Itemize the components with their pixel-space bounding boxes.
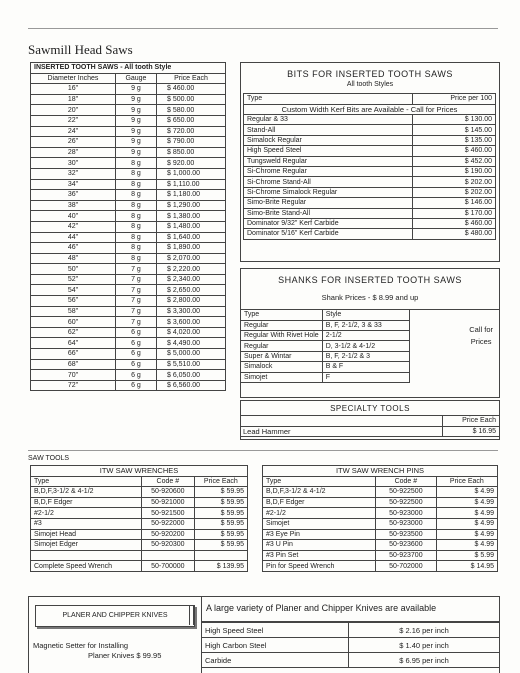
pin-price: $ 4.99 [436,518,497,529]
shank-style: B, F, 2-1/2 & 3 [322,351,409,361]
bit-type: Tungsweld Regular [244,156,413,166]
wrench-code: 50-920200 [141,529,194,540]
wrench-code: 50-922000 [141,518,194,529]
pin-price: $ 4.99 [436,508,497,519]
pin-row [263,508,498,519]
pin-type: #2-1/2 [263,508,376,519]
pins-table [262,465,498,572]
shank-row [241,341,500,351]
bit-row [244,166,496,176]
saw-price: $ 460.00 [156,84,225,95]
knife-price: $ 1.40 per inch [349,638,500,653]
pin-row [263,540,498,551]
wrench-price: $ 59.95 [194,540,247,551]
pins-col-type: Type [263,476,376,487]
saw-price: $ 1,290.00 [156,200,225,211]
wrench-row [31,508,248,519]
saw-row [31,168,226,179]
shank-row [241,372,500,382]
bit-price: $ 202.00 [412,177,495,187]
saw-diameter: 58" [31,306,116,317]
wrench-type: #3 [31,518,142,529]
inserted-saws-caption: INSERTED TOOTH SAWS - All tooth Style [31,63,226,74]
bit-type: High Speed Steel [244,146,413,156]
pin-type: #3 Eye Pin [263,529,376,540]
pin-type: Pin for Speed Wrench [263,561,376,572]
shanks-panel [240,268,500,398]
saw-diameter: 26" [31,137,116,148]
shank-row [241,351,500,361]
magnetic-line-1: Magnetic Setter for Installing [33,641,129,650]
wrench-row [31,487,248,498]
saw-gauge: 7 g [115,296,156,307]
pin-code: 50-922500 [376,497,437,508]
saw-gauge: 8 g [115,168,156,179]
pin-row [263,518,498,529]
pin-type: Simojet [263,518,376,529]
bit-type: Dominator 5/16" Kerf Carbide [244,229,413,239]
knife-type: High Carbon Steel [202,638,349,653]
pin-code: 50-923600 [376,540,437,551]
specialty-price-header: Price Each [443,416,500,427]
saw-gauge: 8 g [115,232,156,243]
pins-title: ITW SAW WRENCH PINS [263,466,498,477]
knives-right [201,597,500,673]
bit-row [244,146,496,156]
saw-diameter: 54" [31,285,116,296]
shank-row [241,320,500,330]
wrench-code: 50-921500 [141,508,194,519]
bit-row [244,218,496,228]
bits-subtitle: All tooth Styles [346,81,394,88]
wrenches-col-type: Type [31,476,142,487]
saw-gauge: 8 g [115,200,156,211]
bit-price: $ 452.00 [412,156,495,166]
pin-price: $ 5.99 [436,550,497,561]
saw-diameter: 66" [31,349,116,360]
saw-row [31,147,226,158]
pin-price: $ 4.99 [436,497,497,508]
knife-row [202,653,500,668]
bit-row [244,229,496,239]
saw-price: $ 1,180.00 [156,190,225,201]
bit-type: Stand-All [244,125,413,135]
saw-gauge: 8 g [115,221,156,232]
wrench-type: B,D,F,3-1/2 & 4-1/2 [31,487,142,498]
shanks-col-style: Style [322,310,409,321]
bit-price: $ 202.00 [412,187,495,197]
bit-type: Simalock Regular [244,135,413,145]
bit-row [244,177,496,187]
pin-price: $ 4.99 [436,529,497,540]
saw-row [31,370,226,381]
pin-row [263,550,498,561]
shanks-col-type: Type [241,310,323,321]
saw-price: $ 720.00 [156,126,225,137]
saw-row [31,296,226,307]
wrench-type: #2-1/2 [31,508,142,519]
bit-price: $ 135.00 [412,135,495,145]
saw-diameter: 20" [31,105,116,116]
saw-row [31,243,226,254]
knife-row [202,623,500,638]
pin-code: 50-923000 [376,518,437,529]
saw-diameter: 42" [31,221,116,232]
saw-diameter: 64" [31,338,116,349]
saw-gauge: 9 g [115,84,156,95]
saw-row [31,359,226,370]
saw-diameter: 46" [31,243,116,254]
saw-price: $ 790.00 [156,137,225,148]
saw-row [31,137,226,148]
pin-code: 50-923500 [376,529,437,540]
saw-row [31,253,226,264]
wrenches-col-code: Code # [141,476,194,487]
saw-gauge: 7 g [115,285,156,296]
saw-gauge: 9 g [115,126,156,137]
shank-row [241,362,500,372]
saw-row [31,221,226,232]
top-rule [28,28,498,29]
saw-gauge: 9 g [115,147,156,158]
saw-diameter: 36" [31,190,116,201]
pin-code: 50-922500 [376,487,437,498]
shank-row [241,330,500,340]
saw-gauge: 8 g [115,253,156,264]
saw-gauge: 6 g [115,327,156,338]
shank-type: Regular With Rivet Hole [241,330,323,340]
pin-type: #3 Pin Set [263,550,376,561]
saw-diameter: 30" [31,158,116,169]
shank-style: B, F, 2-1/2, 3 & 33 [322,320,409,330]
wrench-row [31,561,248,572]
saw-gauge: 6 g [115,349,156,360]
saw-row [31,115,226,126]
bit-row [244,208,496,218]
saw-row [31,190,226,201]
col-diameter: Diameter Inches [31,73,116,84]
saw-diameter: 28" [31,147,116,158]
saw-price: $ 1,640.00 [156,232,225,243]
bit-row [244,125,496,135]
bit-price: $ 145.00 [412,125,495,135]
shank-type: Super & Wintar [241,351,323,361]
pins-col-code: Code # [376,476,437,487]
saw-price: $ 5,000.00 [156,349,225,360]
shank-type: Regular [241,320,323,330]
knife-type: High Speed Steel [202,623,349,638]
pin-price: $ 4.99 [436,540,497,551]
bit-type: Si-Chrome Regular [244,166,413,176]
pin-row [263,529,498,540]
saw-price: $ 2,650.00 [156,285,225,296]
knives-label: PLANER AND CHIPPER KNIVES [35,605,195,627]
bit-row [244,198,496,208]
saw-row [31,179,226,190]
saw-price: $ 6,050.00 [156,370,225,381]
bit-price: $ 190.00 [412,166,495,176]
shank-type: Simojet [241,372,323,382]
wrench-price: $ 59.95 [194,529,247,540]
wrenches-col-price: Price Each [194,476,247,487]
magnetic-line-2: Planer Knives $ 99.95 [88,651,162,660]
saw-diameter: 38" [31,200,116,211]
shank-style: 2-1/2 [322,330,409,340]
shank-spacer [409,362,499,372]
bit-price: $ 480.00 [412,229,495,239]
wrench-price: $ 139.95 [194,561,247,572]
saw-gauge: 8 g [115,179,156,190]
saw-diameter: 50" [31,264,116,275]
wrench-type: B,D,F Edger [31,497,142,508]
col-gauge: Gauge [115,73,156,84]
saw-row [31,285,226,296]
saw-price: $ 500.00 [156,94,225,105]
saw-row [31,274,226,285]
bit-type: Si-Chrome Stand-All [244,177,413,187]
knife-type: Carbide [202,653,349,668]
wrench-row [31,540,248,551]
bit-row [244,114,496,124]
bit-type: Si-Chrome Simalock Regular [244,187,413,197]
saw-diameter: 24" [31,126,116,137]
saw-diameter: 72" [31,380,116,391]
pin-row [263,497,498,508]
saw-price: $ 2,800.00 [156,296,225,307]
shanks-table [240,309,500,383]
bit-type: Simo-Brite Regular [244,198,413,208]
saw-price: $ 2,070.00 [156,253,225,264]
saw-gauge: 6 g [115,359,156,370]
page-title: Sawmill Head Saws [28,42,133,57]
specialty-panel [240,400,500,440]
magnetic-setter-text [33,641,161,661]
pin-type: #3 U Pin [263,540,376,551]
bits-col-price: Price per 100 [412,94,495,105]
saw-gauge: 8 g [115,211,156,222]
bit-type: Regular & 33 [244,114,413,124]
pin-row [263,561,498,572]
saw-diameter: 52" [31,274,116,285]
prices-label: Prices [470,337,492,346]
bit-price: $ 146.00 [412,198,495,208]
wrench-code [141,550,194,561]
knives-panel [28,596,500,673]
saw-diameter: 22" [31,115,116,126]
saw-gauge: 7 g [115,274,156,285]
saw-price: $ 650.00 [156,115,225,126]
specialty-item: Lead Hammer [240,426,443,437]
bit-price: $ 130.00 [412,114,495,124]
saw-price: $ 580.00 [156,105,225,116]
saw-row [31,200,226,211]
section-rule [28,450,498,451]
wrenches-table [30,465,248,572]
specialty-title: SPECIALTY TOOLS [330,404,410,413]
saw-price: $ 1,480.00 [156,221,225,232]
saw-row [31,306,226,317]
saw-gauge: 7 g [115,264,156,275]
bit-row [244,156,496,166]
saw-diameter: 44" [31,232,116,243]
saw-row [31,349,226,360]
saw-gauge: 7 g [115,317,156,328]
shank-spacer [409,351,499,361]
saw-gauge: 6 g [115,380,156,391]
bit-row [244,135,496,145]
shanks-title: SHANKS FOR INSERTED TOOTH SAWS [278,275,462,285]
bit-row [244,187,496,197]
saw-diameter: 68" [31,359,116,370]
pins-col-price: Price Each [436,476,497,487]
shank-spacer [409,372,499,382]
saw-gauge: 6 g [115,338,156,349]
wrench-price: $ 59.95 [194,508,247,519]
specialty-table [240,415,500,437]
call-for-label: Call for [469,325,493,334]
knife-row [202,638,500,653]
saw-diameter: 40" [31,211,116,222]
wrench-row [31,518,248,529]
saw-diameter: 16" [31,84,116,95]
specialty-price: $ 16.95 [443,426,500,437]
inserted-saws-table [30,62,226,391]
bits-panel [240,62,500,262]
saw-diameter: 18" [31,94,116,105]
bits-table [243,93,496,240]
saw-row [31,105,226,116]
saw-price: $ 4,020.00 [156,327,225,338]
bit-price: $ 170.00 [412,208,495,218]
saw-diameter: 70" [31,370,116,381]
saw-gauge: 8 g [115,243,156,254]
saw-row [31,84,226,95]
shanks-subtitle: Shank Prices - $ 8.99 and up [321,293,419,302]
wrench-type: Complete Speed Wrench [31,561,142,572]
saw-row [31,94,226,105]
wrench-code: 50-921000 [141,497,194,508]
wrench-type: Simojet Edger [31,540,142,551]
saw-row [31,317,226,328]
saw-diameter: 62" [31,327,116,338]
saw-gauge: 9 g [115,137,156,148]
bits-note: Custom Width Kerf Bits are Available - Call for Prices [244,104,496,114]
shank-style: F [322,372,409,382]
shank-type: Simalock [241,362,323,372]
bits-title: BITS FOR INSERTED TOOTH SAWS [287,69,453,79]
knives-table [201,622,500,668]
wrench-type [31,550,142,561]
saw-gauge: 9 g [115,94,156,105]
saw-price: $ 2,220.00 [156,264,225,275]
bit-type: Dominator 9/32" Kerf Carbide [244,218,413,228]
saw-row [31,264,226,275]
saw-price: $ 1,890.00 [156,243,225,254]
knives-label-divider [189,605,194,625]
saw-price: $ 1,110.00 [156,179,225,190]
saw-row [31,158,226,169]
saw-row [31,126,226,137]
saw-gauge: 9 g [115,105,156,116]
wrench-price: $ 59.95 [194,518,247,529]
saw-gauge: 7 g [115,306,156,317]
pin-code: 50-702000 [376,561,437,572]
wrench-code: 50-920600 [141,487,194,498]
saw-price: $ 6,560.00 [156,380,225,391]
saw-price: $ 5,510.00 [156,359,225,370]
saw-tools-label: SAW TOOLS [28,455,70,462]
saw-gauge: 8 g [115,190,156,201]
saw-price: $ 2,340.00 [156,274,225,285]
saw-diameter: 48" [31,253,116,264]
saw-row [31,327,226,338]
wrenches-title: ITW SAW WRENCHES [31,466,248,477]
saw-row [31,338,226,349]
pin-row [263,487,498,498]
shank-style: D, 3-1/2 & 4-1/2 [322,341,409,351]
wrench-type: Simojet Head [31,529,142,540]
saw-price: $ 4,490.00 [156,338,225,349]
wrench-code: 50-700000 [141,561,194,572]
bit-price: $ 460.00 [412,218,495,228]
bits-col-type: Type [244,94,413,105]
wrench-price: $ 59.95 [194,497,247,508]
pin-type: B,D,F Edger [263,497,376,508]
pin-type: B,D,F,3-1/2 & 4-1/2 [263,487,376,498]
wrench-row [31,529,248,540]
knives-headline: A large variety of Planer and Chipper Knives are available [202,597,500,622]
saw-gauge: 9 g [115,115,156,126]
knife-price: $ 2.16 per inch [349,623,500,638]
saw-price: $ 850.00 [156,147,225,158]
saw-gauge: 6 g [115,370,156,381]
pin-code: 50-923700 [376,550,437,561]
pin-price: $ 14.95 [436,561,497,572]
saw-price: $ 1,380.00 [156,211,225,222]
saw-gauge: 8 g [115,158,156,169]
pin-price: $ 4.99 [436,487,497,498]
saw-price: $ 3,300.00 [156,306,225,317]
wrench-price: $ 59.95 [194,487,247,498]
bit-type: Simo-Brite Stand-All [244,208,413,218]
bit-price: $ 460.00 [412,146,495,156]
shank-style: B & F [322,362,409,372]
saw-row [31,232,226,243]
shank-type: Regular [241,341,323,351]
wrench-row [31,550,248,561]
saw-diameter: 56" [31,296,116,307]
wrench-row [31,497,248,508]
saw-diameter: 60" [31,317,116,328]
wrench-price [194,550,247,561]
wrench-code: 50-920300 [141,540,194,551]
saw-diameter: 34" [31,179,116,190]
saw-diameter: 32" [31,168,116,179]
pin-code: 50-923000 [376,508,437,519]
knife-price: $ 6.95 per inch [349,653,500,668]
saw-row [31,380,226,391]
saw-price: $ 1,000.00 [156,168,225,179]
saw-price: $ 920.00 [156,158,225,169]
saw-row [31,211,226,222]
col-price: Price Each [156,73,225,84]
saw-price: $ 3,600.00 [156,317,225,328]
